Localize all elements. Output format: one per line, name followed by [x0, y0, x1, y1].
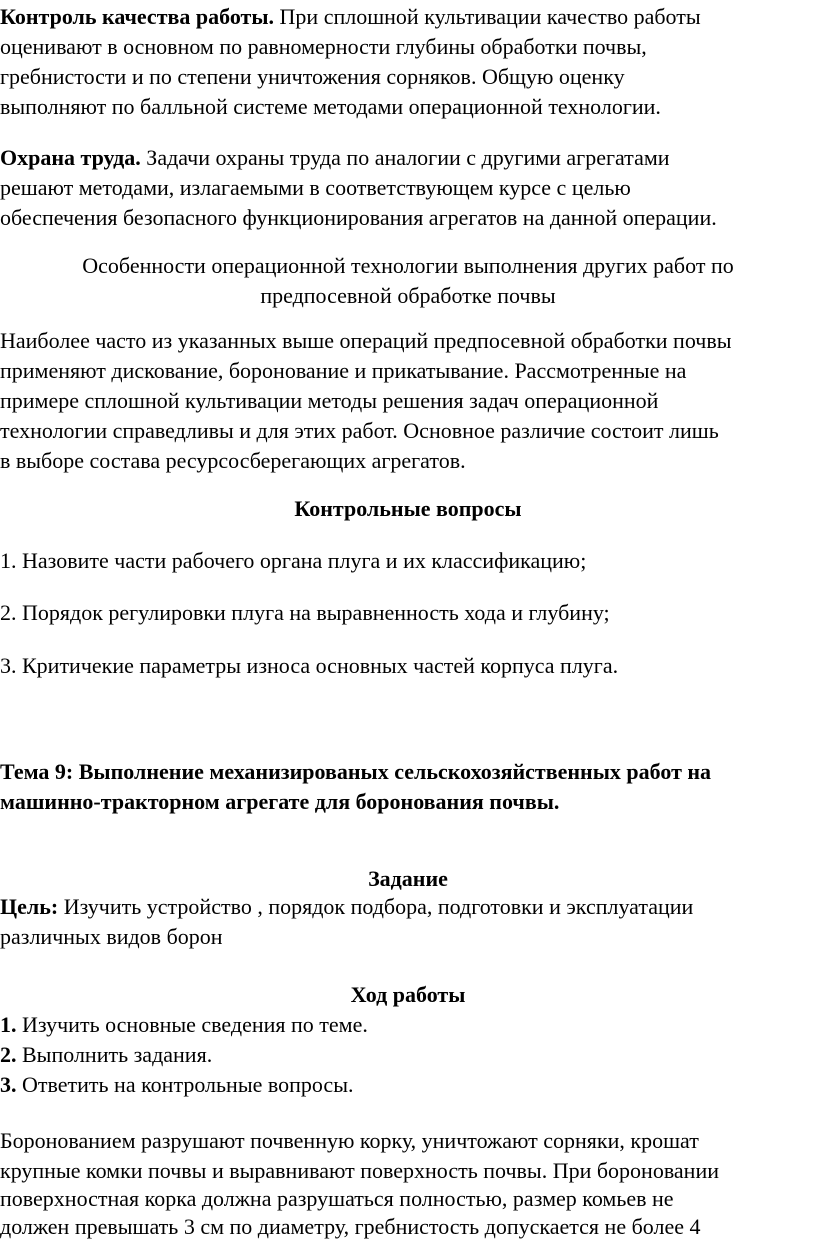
- procedure-step-number: 3.: [0, 1072, 17, 1097]
- labor-safety-line-1: [0, 143, 816, 173]
- quality-control-line-1: [0, 2, 816, 32]
- harrowing-line-2: крупные комки почвы и выравнивают поверхность почвы. При бороновании: [0, 1158, 720, 1183]
- task-goal-line-1: [0, 892, 816, 922]
- topic-heading-line-2-text: машинно-тракторном агрегате для боронования почвы.: [0, 789, 560, 814]
- topic-heading-line-1: [0, 757, 816, 787]
- quality-control-text: При сплошной культивации качество работы: [274, 4, 701, 29]
- features-text-line-1: Наиболее часто из указанных выше операций предпосевной обработки почвы: [0, 328, 732, 353]
- procedure-step-text: Выполнить задания.: [16, 1042, 213, 1067]
- quality-control-line-3: гребнистости и по степени уничтожения сорняков. Общую оценку: [0, 64, 625, 89]
- procedure-step-1: [0, 1010, 816, 1040]
- task-goal-line-2: различных видов борон: [0, 924, 223, 949]
- task-goal-label: Цель:: [0, 894, 59, 919]
- harrowing-line-4: должен превышать 3 см по диаметру, гребнистость допускается не более 4: [0, 1214, 701, 1239]
- control-question-1: 1. Назовите части рабочего органа плуга и их классификацию;: [0, 548, 587, 573]
- harrowing-line-3: поверхностная корка должна разрушаться полностью, размер комьев не: [0, 1186, 674, 1211]
- labor-safety-line-2: решают методами, излагаемыми в соответствующем курсе с целью: [0, 175, 631, 200]
- control-questions-heading: [0, 494, 816, 524]
- procedure-step-3: [0, 1070, 816, 1100]
- procedure-step-number: 2.: [0, 1042, 17, 1067]
- control-questions-heading-text: Контрольные вопросы: [294, 496, 522, 521]
- procedure-heading-text: Ход работы: [350, 982, 466, 1007]
- quality-control-lead: Контроль качества работы.: [0, 4, 275, 29]
- procedure-step-text: Изучить основные сведения по теме.: [16, 1012, 368, 1037]
- features-text-line-5: в выборе состава ресурсосберегающих агрегатов.: [0, 448, 466, 473]
- harrowing-line-1: Боронованием разрушают почвенную корку, уничтожают сорняки, крошат: [0, 1128, 699, 1153]
- task-heading: [0, 864, 816, 894]
- procedure-step-2: [0, 1040, 816, 1070]
- procedure-step-number: 1.: [0, 1012, 17, 1037]
- features-text-line-3: примере сплошной культивации методы решения задач операционной: [0, 388, 659, 413]
- topic-heading-line-2: [0, 787, 816, 817]
- labor-safety-lead: Охрана труда.: [0, 145, 141, 170]
- topic-heading-line-1-text: Тема 9: Выполнение механизированых сельскохозяйственных работ на: [0, 759, 712, 784]
- features-text-line-2: применяют дискование, боронование и прикатывание. Рассмотренные на: [0, 358, 687, 383]
- task-goal-text: Изучить устройство , порядок подбора, подготовки и эксплуатации: [58, 894, 694, 919]
- labor-safety-text: Задачи охраны труда по аналогии с другими агрегатами: [140, 145, 670, 170]
- procedure-step-text: Ответить на контрольные вопросы.: [16, 1072, 354, 1097]
- quality-control-line-4: выполняют по балльной системе методами операционной технологии.: [0, 94, 661, 119]
- quality-control-line-2: оценивают в основном по равномерности глубины обработки почвы,: [0, 34, 647, 59]
- control-question-3: 3. Критичекие параметры износа основных частей корпуса плуга.: [0, 653, 619, 678]
- task-heading-text: Задание: [368, 866, 448, 891]
- control-question-2: 2. Порядок регулировки плуга на выравненность хода и глубину;: [0, 600, 610, 625]
- features-heading-line-2: предпосевной обработке почвы: [260, 283, 556, 308]
- features-heading-line-1: Особенности операционной технологии выполнения других работ по: [82, 253, 734, 278]
- procedure-heading: [0, 980, 816, 1010]
- labor-safety-line-3: обеспечения безопасного функционирования агрегатов на данной операции.: [0, 205, 717, 230]
- features-text-line-4: технологии справедливы и для этих работ. Основное различие состоит лишь: [0, 418, 719, 443]
